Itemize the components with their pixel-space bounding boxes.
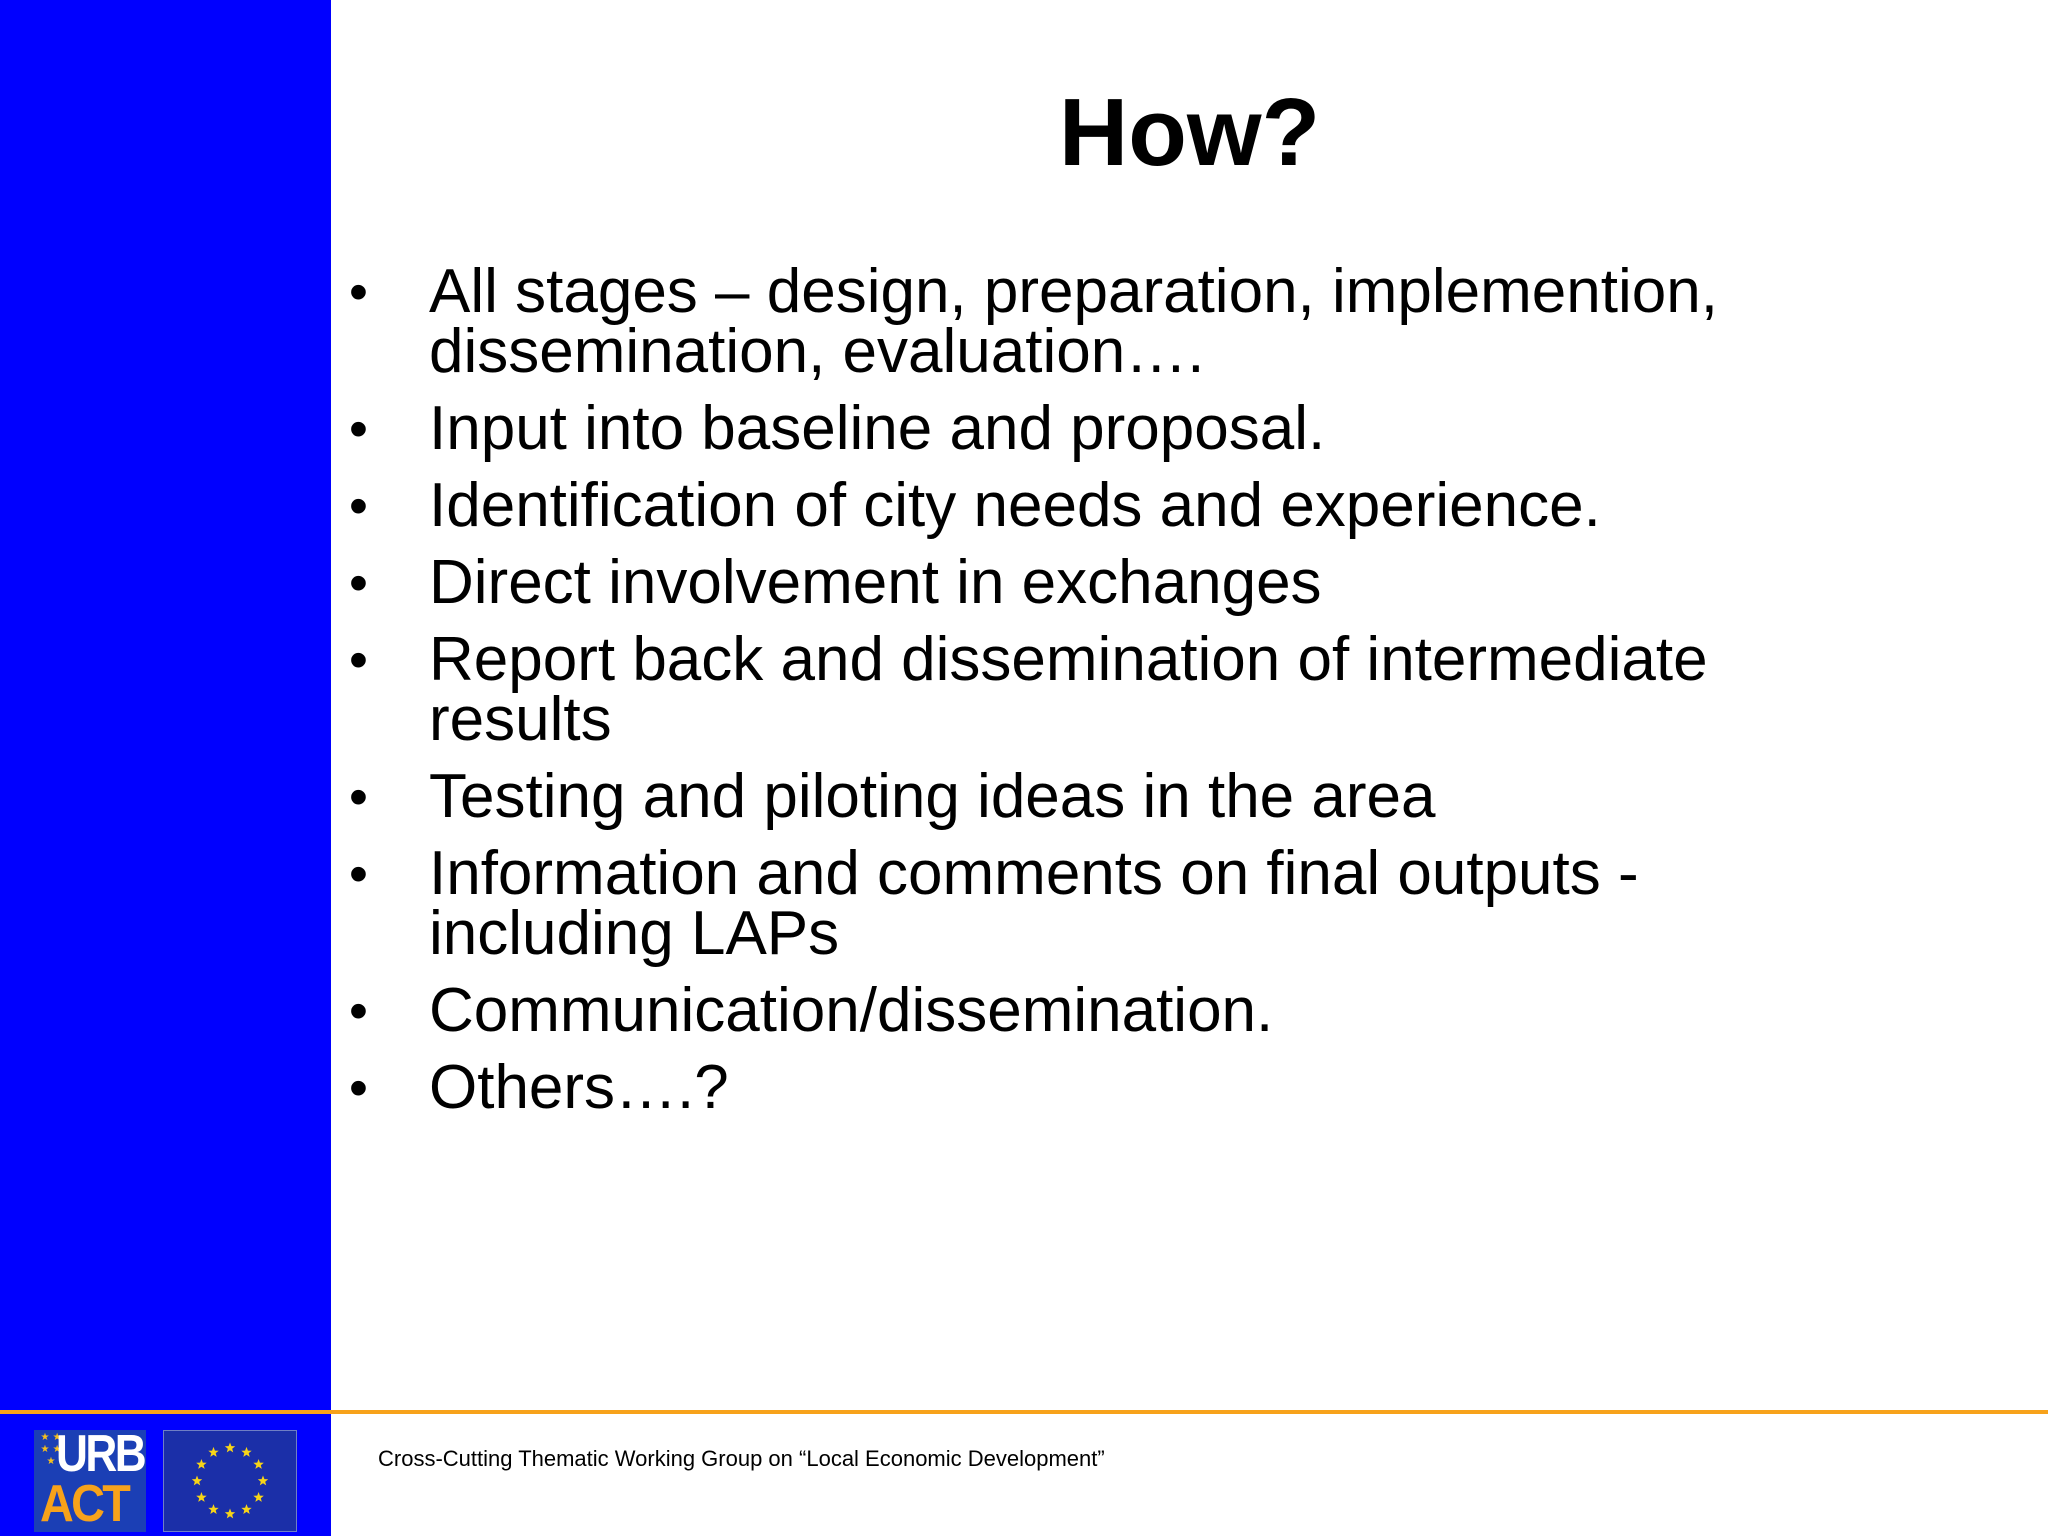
urbact-stars-icon: ★ ★ ★ ★ ★ <box>40 1432 62 1467</box>
eu-star-icon <box>208 1447 218 1457</box>
bullet-marker: • <box>349 1058 368 1118</box>
eu-star-icon <box>225 1509 235 1519</box>
bullet-text: Direct involvement in exchanges <box>429 548 1322 617</box>
bullet-text: Communication/dissemination. <box>429 976 1274 1045</box>
bullet-marker: • <box>349 476 368 536</box>
bullet-text: Identification of city needs and experience. <box>429 471 1601 540</box>
bullet-marker: • <box>349 399 368 459</box>
bullet-text: All stages – design, preparation, implemention, dissemination, evaluation…. <box>429 257 1718 386</box>
eu-star-icon <box>241 1447 251 1457</box>
bullet-item <box>349 257 2029 386</box>
eu-flag-logo <box>163 1430 297 1532</box>
bullet-text: Others….? <box>429 1053 729 1122</box>
bullet-marker: • <box>349 767 368 827</box>
bullet-marker: • <box>349 844 368 904</box>
bullet-list <box>349 257 2029 1135</box>
slide-footer <box>0 1414 2048 1536</box>
bullet-text: Report back and dissemination of intermediate results <box>429 625 1708 754</box>
eu-star-icon <box>208 1504 218 1514</box>
bullet-item <box>349 762 2029 831</box>
bullet-marker: • <box>349 630 368 690</box>
bullet-marker: • <box>349 981 368 1041</box>
urbact-logo-bottom-text: ACT <box>40 1475 129 1532</box>
slide-title: How? <box>1058 79 1321 186</box>
eu-star-icon <box>196 1492 207 1502</box>
bullet-item <box>349 471 2029 540</box>
eu-stars-icon <box>164 1431 296 1531</box>
urbact-logo <box>34 1430 146 1532</box>
bullet-item <box>349 839 2029 968</box>
eu-star-icon <box>253 1492 263 1502</box>
bullet-item <box>349 394 2029 463</box>
bullet-item <box>349 625 2029 754</box>
footer-caption: Cross-Cutting Thematic Working Group on “Local Economic Development” <box>378 1446 1105 1471</box>
bullet-text: Information and comments on final outputs - including LAPs <box>429 839 1639 968</box>
bullet-item <box>349 1053 2029 1122</box>
bullet-marker: • <box>349 553 368 613</box>
eu-star-icon <box>225 1443 235 1453</box>
bullet-text: Input into baseline and proposal. <box>429 394 1326 463</box>
eu-star-icon <box>196 1459 207 1469</box>
left-side-band <box>0 0 331 1410</box>
bullet-item <box>349 548 2029 617</box>
eu-star-icon <box>241 1504 251 1514</box>
eu-star-icon <box>253 1459 263 1469</box>
bullet-text: Testing and piloting ideas in the area <box>429 762 1436 831</box>
urbact-logo-top-text: URB <box>56 1430 145 1483</box>
eu-star-icon <box>192 1476 202 1486</box>
eu-star-icon <box>258 1476 268 1486</box>
bullet-marker: • <box>349 262 368 322</box>
bullet-item <box>349 976 2029 1045</box>
